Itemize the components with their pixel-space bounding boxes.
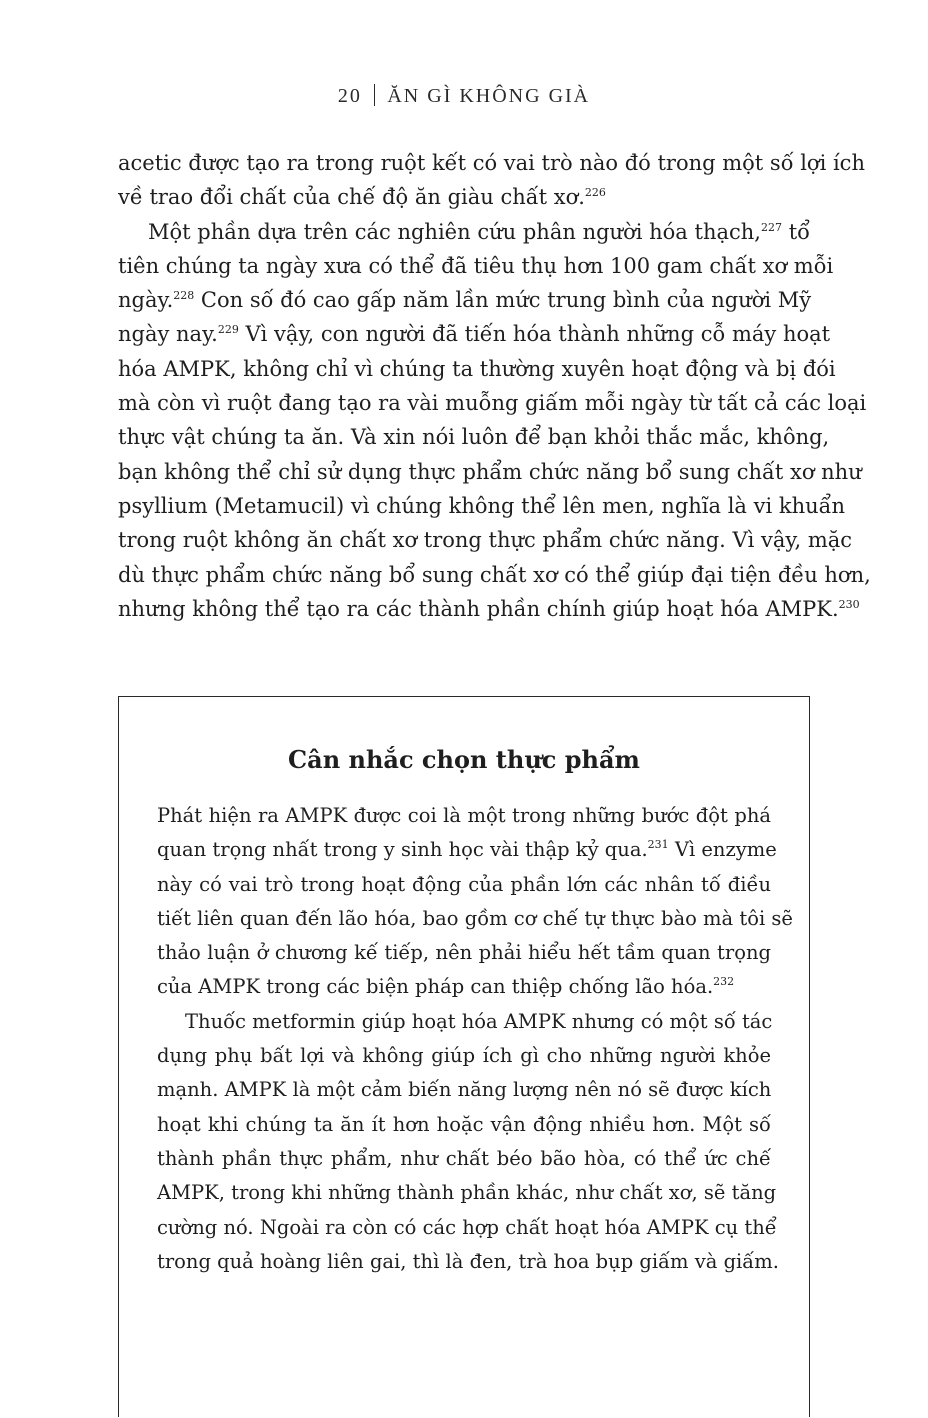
text-span: hóa AMPK, không chỉ vì chúng ta thường xuyên hoạt động và bị đói	[118, 356, 836, 381]
text-line	[118, 386, 867, 420]
text-span: thực vật chúng ta ăn. Và xin nói luôn để bạn khỏi thắc mắc, không,	[118, 425, 830, 450]
book-title: ĂN GÌ KHÔNG GIÀ	[387, 85, 591, 107]
text-line	[157, 970, 771, 1004]
text-line	[118, 558, 871, 592]
text-line	[157, 1073, 771, 1107]
text-line	[118, 146, 865, 180]
text-span: dù thực phẩm chức năng bổ sung chất xơ có thể giúp đại tiện đều hơn,	[118, 562, 871, 587]
text-line	[157, 868, 771, 902]
footnote-ref[interactable]: 230	[838, 597, 860, 611]
text-line	[157, 1005, 771, 1039]
text-span: Vì vậy, con người đã tiến hóa thành những cỗ máy hoạt	[238, 322, 831, 347]
header-divider	[374, 84, 376, 106]
text-line	[118, 455, 862, 489]
text-line	[118, 317, 831, 351]
text-span: quan trọng nhất trong y sinh học vài thập kỷ qua.	[157, 838, 648, 862]
box-title: Cân nhắc chọn thực phẩm	[288, 745, 640, 774]
text-span: trong quả hoàng liên gai, thì là đen, trà hoa bụp giấm và giấm.	[157, 1249, 779, 1273]
text-line	[157, 1039, 771, 1073]
text-line	[157, 1211, 777, 1245]
text-span: nhưng không thể tạo ra các thành phần chính giúp hoạt hóa AMPK.	[118, 596, 839, 621]
text-span: về trao đổi chất của chế độ ăn giàu chất xơ.	[118, 185, 585, 210]
text-span: cường nó. Ngoài ra còn có các hợp chất hoạt hóa AMPK cụ thể	[157, 1215, 777, 1239]
text-span: dụng phụ bất lợi và không giúp ích gì cho những người khỏe	[157, 1044, 771, 1068]
text-line	[118, 489, 846, 523]
text-line	[157, 902, 793, 936]
sidebar-box	[118, 696, 810, 1417]
text-span: Con số đó cao gấp năm lần mức trung bình của người Mỹ	[194, 288, 812, 313]
box-body-text	[157, 799, 793, 1279]
text-line	[157, 1108, 771, 1142]
footnote-ref[interactable]: 227	[761, 220, 782, 234]
text-span: ngày.	[118, 288, 174, 313]
text-span: Vì enzyme	[668, 838, 777, 862]
footnote-ref[interactable]: 229	[217, 323, 239, 337]
text-span: tiên chúng ta ngày xưa có thể đã tiêu thụ hơn 100 gam chất xơ mỗi	[118, 253, 834, 278]
text-line	[118, 249, 834, 283]
text-line	[118, 592, 860, 626]
text-span: Phát hiện ra AMPK được coi là một trong những bước đột phá	[157, 804, 771, 827]
text-line	[118, 523, 853, 557]
text-line	[118, 215, 810, 249]
page-number: 20	[337, 85, 362, 107]
text-span: này có vai trò trong hoạt động của phần lớn các nhân tố điều	[157, 872, 771, 896]
footnote-ref[interactable]: 231	[647, 838, 669, 852]
text-line	[157, 833, 777, 867]
text-span: bạn không thể chỉ sử dụng thực phẩm chức năng bổ sung chất xơ như	[118, 459, 862, 484]
running-header	[0, 84, 928, 108]
text-line	[157, 1142, 771, 1176]
text-line	[157, 1176, 777, 1210]
text-line	[118, 420, 830, 454]
text-span: Thuốc metformin giúp hoạt hóa AMPK nhưng có một số tác	[185, 1009, 773, 1033]
text-line	[157, 936, 771, 970]
text-span: mà còn vì ruột đang tạo ra vài muỗng giấm mỗi ngày từ tất cả các loại	[118, 391, 867, 416]
footnote-ref[interactable]: 226	[584, 186, 606, 200]
text-span: tiết liên quan đến lão hóa, bao gồm cơ chế tự thực bào mà tôi sẽ	[157, 906, 793, 930]
text-span: AMPK, trong khi những thành phần khác, như chất xơ, sẽ tăng	[157, 1181, 777, 1205]
text-span: mạnh. AMPK là một cảm biến năng lượng nên nó sẽ được kích	[157, 1078, 772, 1102]
text-span: thảo luận ở chương kế tiếp, nên phải hiểu hết tầm quan trọng	[157, 941, 771, 965]
text-line	[118, 180, 810, 214]
main-body-text	[118, 146, 871, 626]
text-line	[157, 1245, 779, 1279]
text-span: của AMPK trong các biện pháp can thiệp chống lão hóa.	[157, 975, 714, 999]
text-span: trong ruột không ăn chất xơ trong thực phẩm chức năng. Vì vậy, mặc	[118, 528, 853, 553]
footnote-ref[interactable]: 232	[713, 975, 735, 989]
text-span: hoạt khi chúng ta ăn ít hơn hoặc vận động nhiều hơn. Một số	[157, 1112, 771, 1136]
text-span: Một phần dựa trên các nghiên cứu phân người hóa thạch,	[148, 219, 761, 244]
text-line	[157, 799, 771, 833]
text-line	[118, 352, 836, 386]
text-span: thành phần thực phẩm, như chất béo bão hòa, có thể ức chế	[157, 1146, 771, 1170]
text-span: acetic được tạo ra trong ruột kết có vai trò nào đó trong một số lợi ích	[118, 151, 865, 175]
footnote-ref[interactable]: 228	[173, 289, 195, 303]
text-span: psyllium (Metamucil) vì chúng không thể lên men, nghĩa là vi khuẩn	[118, 493, 846, 518]
text-span: tổ	[782, 219, 810, 244]
text-span: ngày nay.	[118, 322, 218, 347]
text-line	[118, 283, 810, 317]
